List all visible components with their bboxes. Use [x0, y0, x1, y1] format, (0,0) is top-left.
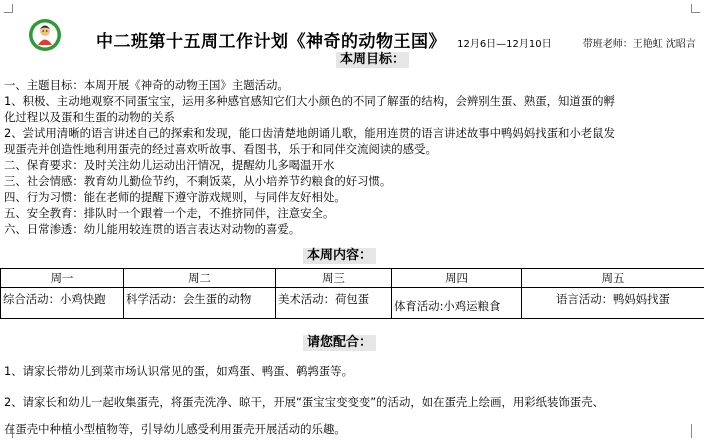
goal-line: 2、尝试用清晰的语言讲述自己的探索和发现，能口齿清楚地朗诵儿歌，能用连贯的语言讲述故事中鸭妈妈找蛋和小老鼠发 — [4, 126, 615, 140]
goals-list — [4, 77, 696, 237]
day-header: 周三 — [276, 269, 392, 288]
kindergarten-logo-icon — [28, 18, 62, 52]
activity-cell — [124, 288, 276, 319]
weekly-schedule-table — [0, 268, 704, 319]
margin-marker — [4, 4, 13, 13]
page-title: 中二班第十五周工作计划《神奇的动物王国》 — [96, 32, 446, 52]
activity-cell — [392, 288, 522, 319]
goal-line: 六、日常渗透：幼儿能用较连贯的语言表达对动物的喜爱。 — [4, 222, 301, 236]
activity-label: 语言活动：鸭妈妈找蛋 — [556, 292, 670, 306]
goal-line: 一、主题目标：本周开展《神奇的动物王国》主题活动。 — [4, 78, 289, 92]
margin-marker — [691, 4, 700, 13]
cooperation-item: 在蛋壳中种植小型植物等，引导幼儿感受利用蛋壳开展活动的乐趣。 — [4, 422, 346, 436]
goal-line: 四、行为习惯：能在老师的提醒下遵守游戏规则，与同伴友好相处。 — [4, 190, 346, 204]
date-range: 12月6日—12月10日 — [457, 39, 552, 50]
activity-label: 体育活动:小鸡运粮食 — [394, 299, 501, 313]
cooperation-item: 2、请家长和幼儿一起收集蛋壳，将蛋壳洗净、晾干，开展“蛋宝宝变变变”的活动，如在蛋壳上绘画，用彩纸装饰蛋壳、 — [4, 395, 604, 409]
day-header: 周五 — [522, 269, 704, 288]
activity-cell — [276, 288, 392, 319]
activity-label: 综合活动：小鸡快跑 — [3, 292, 106, 306]
table-header-row — [1, 269, 704, 288]
goal-line: 化过程以及蛋和生蛋的动物的关系 — [4, 110, 175, 124]
activity-cell — [522, 288, 704, 319]
goal-line: 三、社会情感：教育幼儿勤俭节约，不剩饭菜，从小培养节约粮食的好习惯。 — [4, 174, 392, 188]
activity-label: 美术活动：荷包蛋 — [278, 292, 370, 306]
teacher-names: 带班老师：王艳虹 沈昭言 — [582, 39, 696, 50]
goal-line: 现蛋壳并创造性地利用蛋壳的经过喜欢听故事、看图书，乐于和同伴交流阅读的感受。 — [4, 142, 437, 156]
cooperation-item: 1、请家长带幼儿到菜市场认识常见的蛋，如鸡蛋、鸭蛋、鹌鹑蛋等。 — [4, 364, 353, 378]
day-header: 周二 — [124, 269, 276, 288]
table-row — [1, 288, 704, 319]
day-header: 周一 — [1, 269, 124, 288]
activity-cell — [1, 288, 124, 319]
content-heading: 本周内容： — [303, 248, 376, 264]
goal-line: 五、安全教育：排队时一个跟着一个走，不推挤同伴，注意安全。 — [4, 206, 335, 220]
activity-label: 科学活动：会生蛋的动物 — [126, 292, 252, 306]
goals-heading: 本周目标： — [336, 52, 409, 68]
day-header: 周四 — [392, 269, 522, 288]
goal-line: 1、积极、主动地观察不同蛋宝宝，运用多种感官感知它们大小颜色的不同了解蛋的结构，会辨别生蛋、熟蛋，知道蛋的孵 — [4, 94, 615, 108]
document-header — [96, 27, 696, 52]
goal-line: 二、保育要求：及时关注幼儿运动出汗情况，提醒幼儿多喝温开水 — [4, 158, 335, 172]
cooperation-heading: 请您配合： — [303, 335, 376, 351]
